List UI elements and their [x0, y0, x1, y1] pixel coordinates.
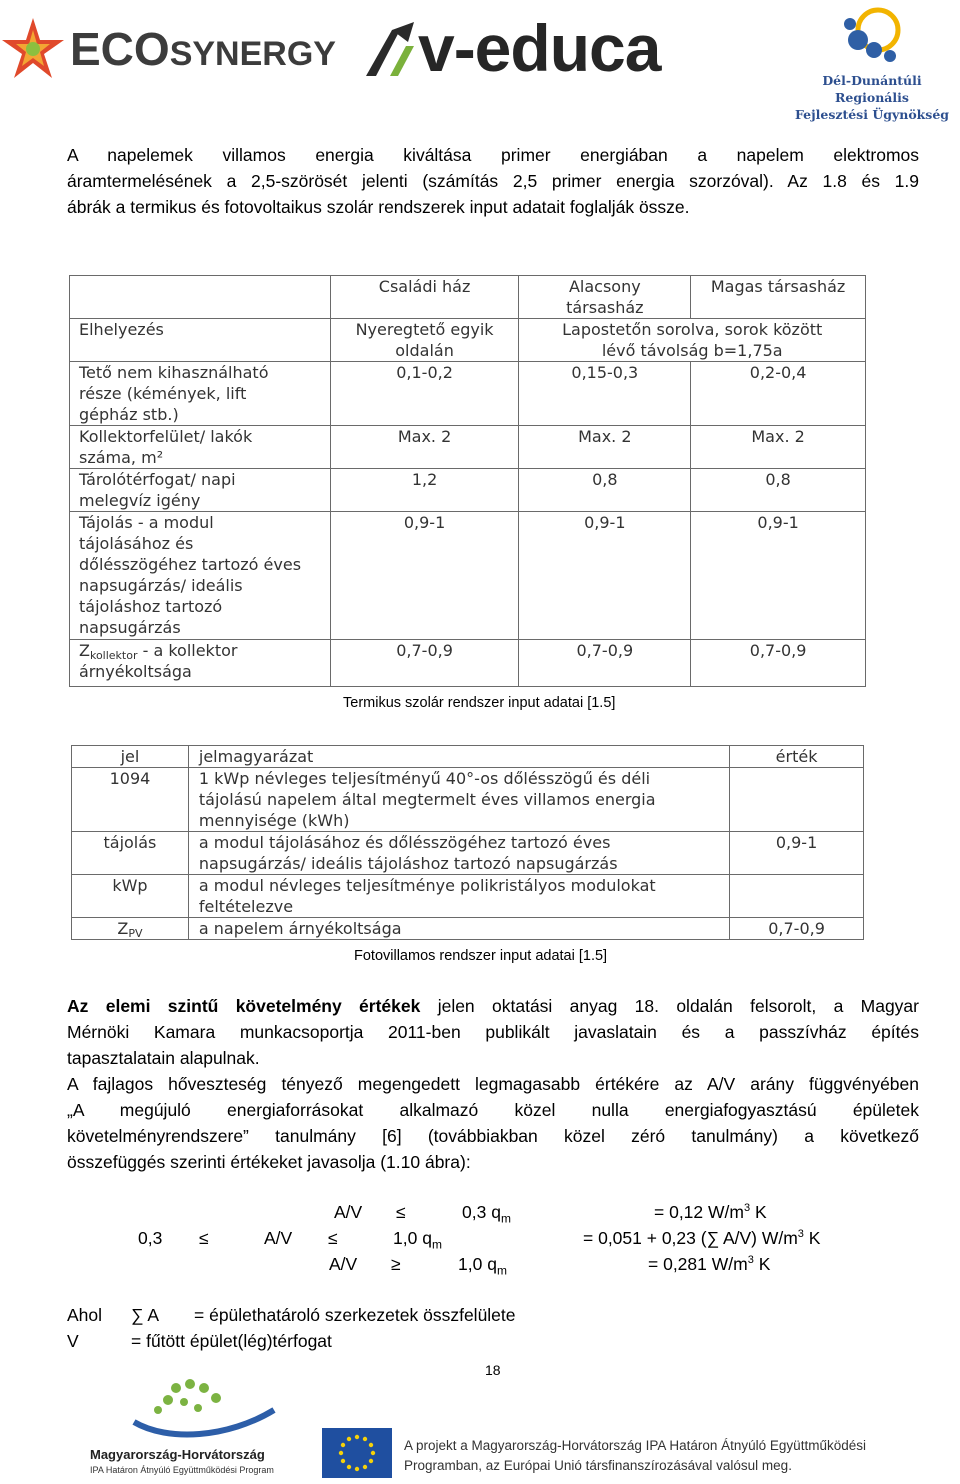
- star-icon: [0, 16, 66, 82]
- table1-cell: Nyeregtető egyik oldalán: [330, 319, 519, 362]
- hungary-croatia-program-logo-icon: [128, 1378, 278, 1444]
- table2-symbol: tájolás: [72, 832, 189, 875]
- formula-row-2-q: 1,0 $q_m$: [393, 1228, 442, 1252]
- table1-cell: Max. 2: [519, 426, 691, 469]
- definition-sum-a: ∑ A: [131, 1305, 160, 1325]
- ecosynergy-logo-text: ECOSYNERGY: [70, 23, 336, 75]
- table1-header-cell: Magas társasház: [691, 276, 866, 319]
- definition-v: V: [67, 1331, 79, 1351]
- figure-caption-1-9: Fotovillamos rendszer input adatai [1.5]: [354, 948, 608, 964]
- table1-row-label: Elhelyezés: [70, 319, 331, 362]
- table1-row-label: Tető nem kihasználható része (kémények, lift gépház stb.): [70, 362, 331, 426]
- eu-flag-icon: [322, 1428, 392, 1478]
- table1-row-label: Tárolótérfogat/ napi melegvíz igény: [70, 469, 331, 512]
- table1-header-cell: Családi ház: [330, 276, 519, 319]
- v-educa-logo-text: v-educa: [418, 11, 661, 85]
- formula-row-3-q: 1,0 $q_m$: [458, 1254, 507, 1278]
- requirements-paragraph: Az elemi szintű követelmény értékek jelen oktatási anyag 18. oldalán felsorolt, a Magyar Mérnöki Kamara munkacsoportja 2011-ben publikált javaslatain és a passzívház építés tapasztalatain alapulnak. A fajlagos hőveszteség tényező megengedett legmagasabb értékére az A/V arány függvényében „A megújuló energiaforrásokat alkalmazó közel nulla energiafogyasztású épületek követelményrendszere” tanulmány [6] (továbbiakban közel zéró tanulmány) a következő összefüggés szerinti értékeket javasolja (1.10 ábra):: [67, 996, 919, 1172]
- table1-cell: 0,8: [519, 469, 691, 512]
- table2-description: 1 kWp névleges teljesítményű 40°-os dőlésszögű és déli tájolású napelem által megtermelt éves villamos energia mennyisége (kWh): [188, 768, 729, 832]
- table2-symbol: $Z_{PV}$: [72, 918, 189, 940]
- table1-cell: 0,15-0,3: [519, 362, 691, 426]
- page-number: 18: [485, 1362, 501, 1378]
- formula-row-1-av: A/V: [334, 1202, 363, 1222]
- table1-cell: 0,9-1: [330, 512, 519, 640]
- table1-cell: 0,9-1: [519, 512, 691, 640]
- table2-value: [730, 768, 864, 832]
- table1-cell: Lapostetőn sorolva, sorok között lévő távolság b=1,75a: [519, 319, 866, 362]
- thermal-solar-input-table: [69, 275, 866, 687]
- table1-cell: 0,7-0,9: [691, 640, 866, 687]
- arrow-icon: [362, 20, 422, 80]
- table1-cell: Max. 2: [330, 426, 519, 469]
- definition-volume: = fűtött épület(lég)térfogat: [131, 1331, 332, 1351]
- photovoltaic-input-table: [71, 745, 864, 940]
- table2-header-value: érték: [730, 746, 864, 768]
- table2-value: [730, 875, 864, 918]
- table2-description: a modul névleges teljesítménye polikristályos modulokat feltételezve: [188, 875, 729, 918]
- table2-symbol: 1094: [72, 768, 189, 832]
- definition-ahol: Ahol: [67, 1305, 103, 1325]
- definition-surface: = épülethatároló szerkezetek összfelülete: [194, 1305, 516, 1325]
- formula-row-2-lower: 0,3: [138, 1228, 163, 1248]
- formula-row-2-op2: ≤: [328, 1228, 338, 1248]
- figure-caption-1-8: Termikus szolár rendszer input adatai [1.5]: [343, 695, 616, 711]
- formula-row-3-av: A/V: [329, 1254, 358, 1274]
- table1-cell: 0,7-0,9: [330, 640, 519, 687]
- table1-corner: [70, 276, 331, 319]
- table1-row-label: Kollektorfelület/ lakók száma, m²: [70, 426, 331, 469]
- table1-cell: 1,2: [330, 469, 519, 512]
- formula-row-2-result: = 0,051 + 0,23 (∑ A/V) $W/m^3$ K: [583, 1228, 821, 1248]
- formula-row-1-op: ≤: [396, 1202, 406, 1222]
- formula-row-2-av: A/V: [264, 1228, 293, 1248]
- table1-cell: 0,7-0,9: [519, 640, 691, 687]
- table2-symbol: kWp: [72, 875, 189, 918]
- table1-cell: 0,2-0,4: [691, 362, 866, 426]
- table1-header-cell: Alacsony társasház: [519, 276, 691, 319]
- table2-value: 0,9-1: [730, 832, 864, 875]
- region-agency-name: Dél-Dunántúli Regionális Fejlesztési Ügynökség: [794, 73, 950, 122]
- table2-description: a modul tájolásához és dőlésszögéhez tartozó éves napsugárzás/ ideális tájoláshoz tartozó napsugárzás: [188, 832, 729, 875]
- table2-description: a napelem árnyékoltsága: [188, 918, 729, 940]
- table1-cell: 0,9-1: [691, 512, 866, 640]
- table1-cell: Max. 2: [691, 426, 866, 469]
- table2-header-description: jelmagyarázat: [188, 746, 729, 768]
- program-name: Magyarország-Horvátország: [90, 1447, 265, 1462]
- formula-row-1-result: = 0,12 $W/m^3$ K: [654, 1202, 767, 1222]
- formula-row-3-result: = 0,281 $W/m^3$ K: [648, 1254, 771, 1274]
- formula-row-3-op: ≥: [391, 1254, 401, 1274]
- table2-value: 0,7-0,9: [730, 918, 864, 940]
- table1-row-label: $Z_{kollektor}$ - a kollektor árnyékoltsága: [70, 640, 331, 687]
- intro-paragraph: A napelemek villamos energia kiváltása primer energiában a napelem elektromos áramtermelésének a 2,5-szörösét jelenti (számítás 2,5 primer energia szorzóval). Az 1.8 és 1.9 ábrák a termikus és fotovoltaikus szolár rendszerek input adatait foglalják össze.: [67, 145, 919, 217]
- formula-row-2-op1: ≤: [199, 1228, 209, 1248]
- formula-row-1-q: 0,3 $q_m$: [462, 1202, 511, 1226]
- region-emblem-icon: [838, 4, 908, 70]
- table1-row-label: Tájolás - a modul tájolásához és dőlésszögéhez tartozó éves napsugárzás/ ideális tájoláshoz tartozó napsugárzás: [70, 512, 331, 640]
- table1-cell: 0,8: [691, 469, 866, 512]
- eu-funding-note: A projekt a Magyarország-Horvátország IPA Határon Átnyúló Együttműködési Programban, az Európai Unió társfinanszírozásával valósul meg.: [404, 1438, 866, 1473]
- table1-cell: 0,1-0,2: [330, 362, 519, 426]
- table2-header-jel: jel: [72, 746, 189, 768]
- program-subtitle: IPA Határon Átnyúló Együttműködési Program: [90, 1465, 274, 1475]
